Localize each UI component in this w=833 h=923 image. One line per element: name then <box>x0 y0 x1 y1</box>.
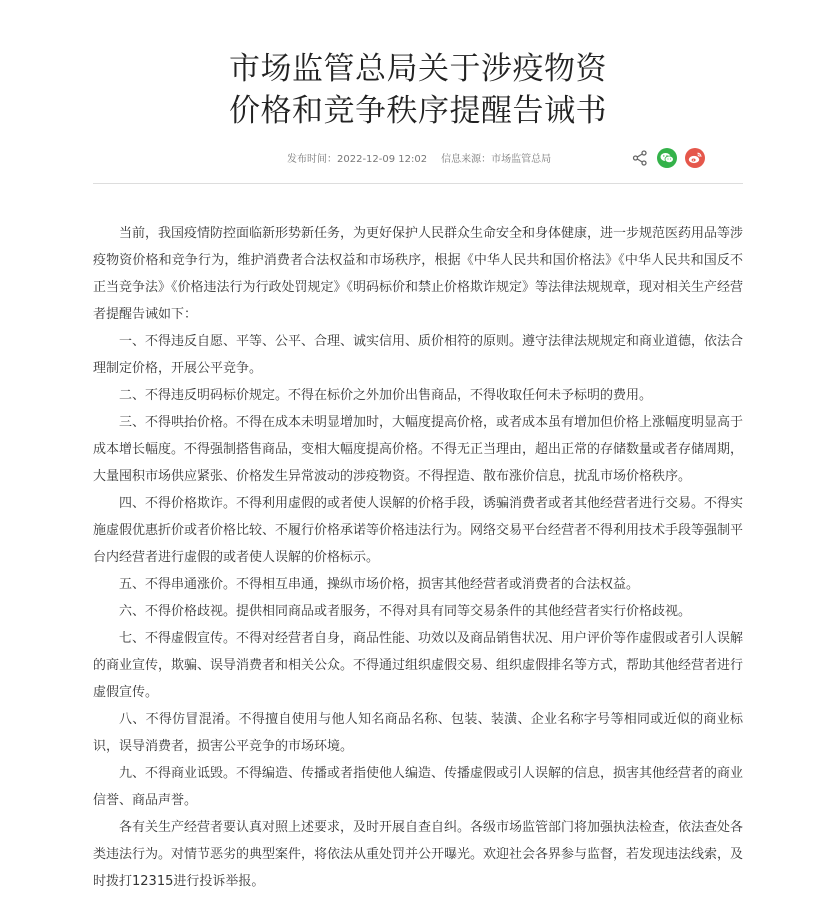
paragraph-item-9: 九、不得商业诋毁。不得编造、传播或者指使他人编造、传播虚假或引人误解的信息，损害其他经营者的商业信誉、商品声誉。 <box>93 766 744 808</box>
article-meta <box>287 153 551 167</box>
paragraph-item-4: 四、不得价格欺诈。不得利用虚假的或者使人误解的价格手段，诱骗消费者或者其他经营者进行交易。不得实施虚假优惠折价或者价格比较、不履行价格承诺等价格违法行为。网络交易平台经营者不得利用技术手段等强制平台内经营者进行虚假的或者使人误解的价格标示。 <box>93 496 744 565</box>
page-title <box>93 0 743 132</box>
paragraph-item-1: 一、不得违反自愿、平等、公平、合理、诚实信用、质价相符的原则。遵守法律法规规定和商业道德，依法合理制定价格，开展公平竞争。 <box>93 334 744 376</box>
paragraph-item-7: 七、不得虚假宣传。不得对经营者自身，商品性能、功效以及商品销售状况、用户评价等作虚假或者引人误解的商业宣传，欺骗、误导消费者和相关公众。不得通过组织虚假交易、组织虚假排名等方式，帮助其他经营者进行虚假宣传。 <box>93 631 744 700</box>
paragraph-item-5: 五、不得串通涨价。不得相互串通，操纵市场价格，损害其他经营者或消费者的合法权益。 <box>119 577 640 592</box>
paragraph-item-8: 八、不得仿冒混淆。不得擅自使用与他人知名商品名称、包装、装潢、企业名称字号等相同或近似的商业标识，误导消费者，损害公平竞争的市场环境。 <box>93 712 743 754</box>
article-meta-row <box>93 148 743 174</box>
title-line-2: 价格和竞争秩序提醒告诫书 <box>229 93 607 129</box>
paragraph-intro: 当前，我国疫情防控面临新形势新任务，为更好保护人民群众生命安全和身体健康，进一步规范医药用品等涉疫物资价格和竞争行为，维护消费者合法权益和市场秩序，根据《中华人民共和国价格法》《中华人民共和国反不正当竞争法》《价格违法行为行政处罚规定》《明码标价和禁止价格欺诈规定》等法律法规规章，现对相关生产经营者提醒告诫如下： <box>93 226 744 322</box>
paragraph-closing: 各有关生产经营者要认真对照上述要求，及时开展自查自纠。各级市场监管部门将加强执法检查，依法查处各类违法行为。对情节恶劣的典型案件，将依法从重处罚并公开曝光。欢迎社会各界参与监督，若发现违法线索，及时拨打12315进行投诉举报。 <box>93 820 744 889</box>
paragraph-item-6: 六、不得价格歧视。提供相同商品或者服务，不得对具有同等交易条件的其他经营者实行价格歧视。 <box>119 604 692 619</box>
share-bar <box>631 148 705 168</box>
share-icon[interactable] <box>631 149 649 167</box>
paragraph-item-2: 二、不得违反明码标价规定。不得在标价之外加价出售商品，不得收取任何未予标明的费用。 <box>119 388 653 403</box>
title-line-1: 市场监管总局关于涉疫物资 <box>229 51 607 87</box>
info-source: 信息来源：市场监管总局 <box>441 154 552 165</box>
publish-time: 发布时间：2022-12-09 12:02 <box>287 154 428 165</box>
paragraph-item-3: 三、不得哄抬价格。不得在成本未明显增加时，大幅度提高价格，或者成本虽有增加但价格上涨幅度明显高于成本增长幅度。不得强制搭售商品，变相大幅度提高价格。不得无正当理由，超出正常的存储数量或者存储周期，大量囤积市场供应紧张、价格发生异常波动的涉疫物资。不得捏造、散布涨价信息，扰乱市场价格秩序。 <box>93 415 744 484</box>
article-body <box>93 220 743 895</box>
header-divider <box>93 183 743 184</box>
article-container <box>93 0 743 895</box>
wechat-icon[interactable] <box>657 148 677 168</box>
weibo-icon[interactable] <box>685 148 705 168</box>
